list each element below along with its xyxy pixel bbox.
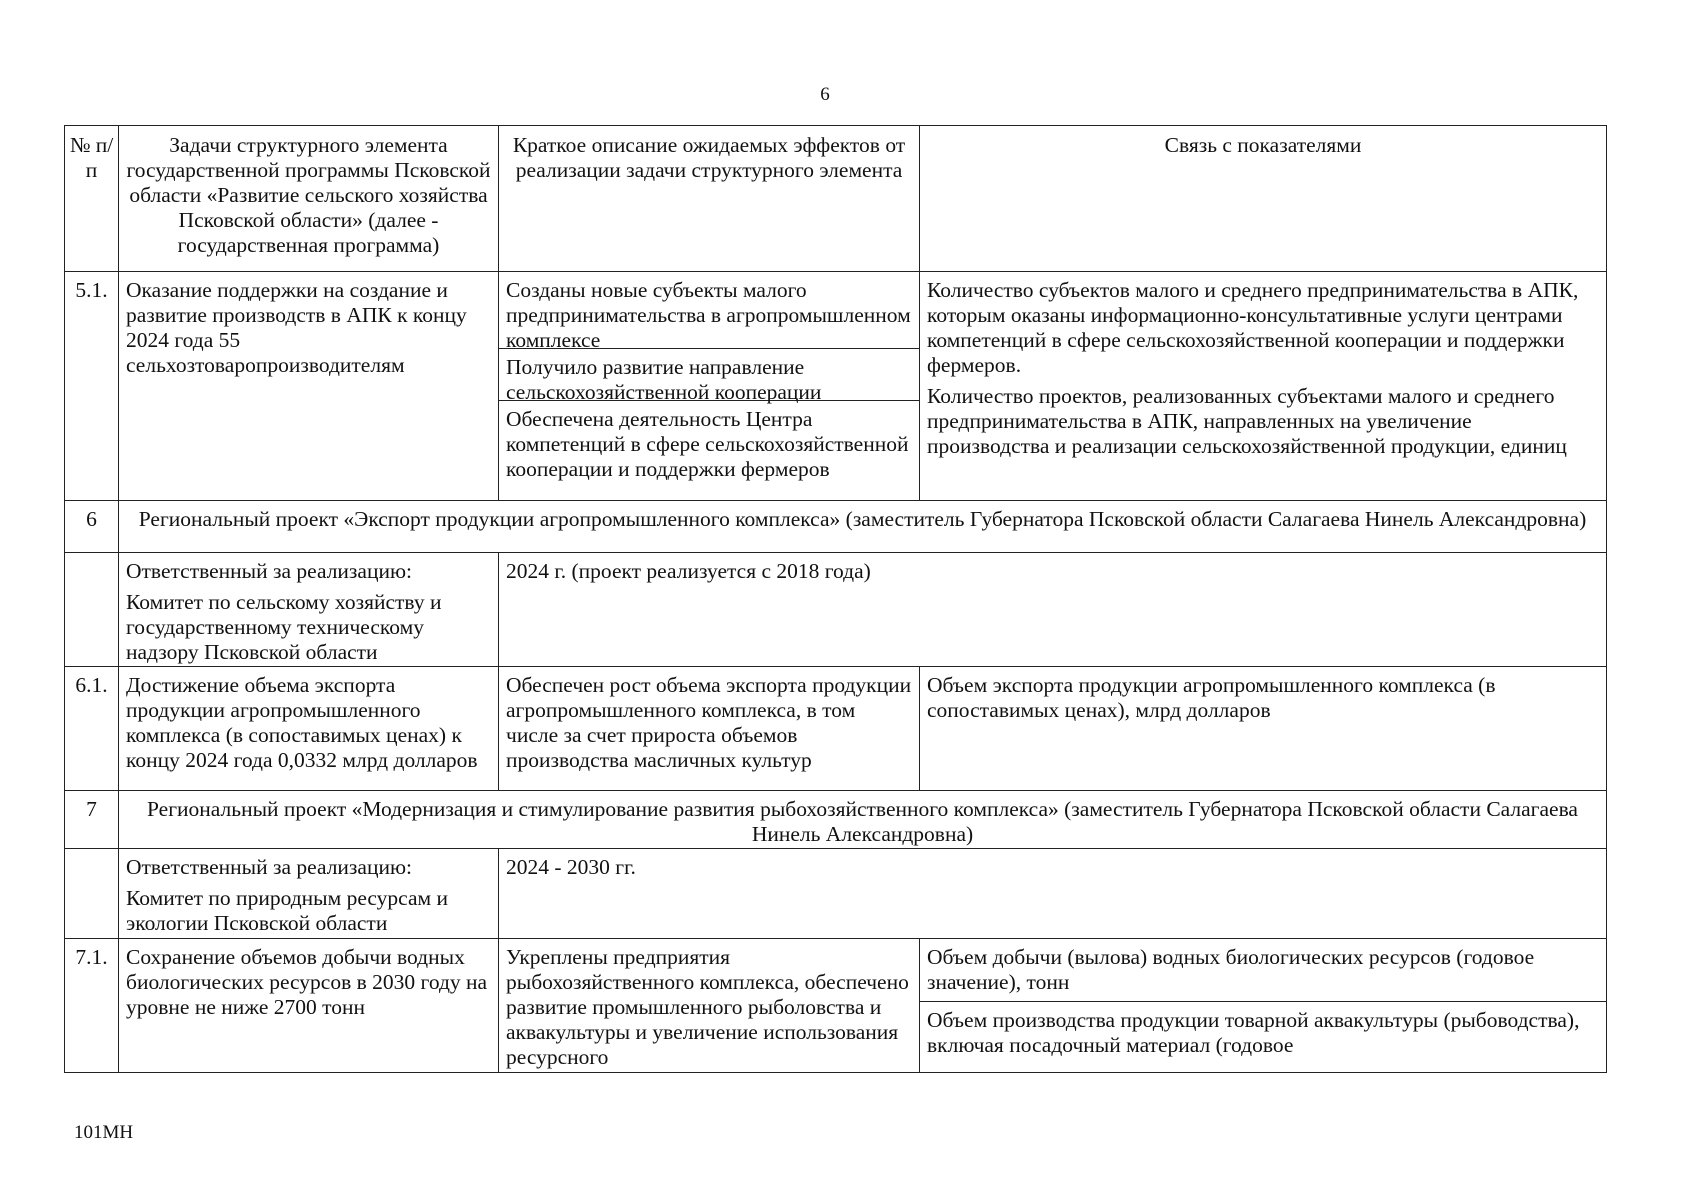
- effect-item: Обеспечена деятельность Центра компетенций в сфере сельскохозяйственной кооперации и поддержки фермеров: [506, 407, 909, 481]
- responsible-row-7: [65, 849, 1607, 939]
- indicator-item: Объем производства продукции товарной аквакультуры (рыбоводства), включая посадочный материал (годовое: [927, 1008, 1580, 1057]
- links-cell: [920, 939, 1607, 1073]
- links-cell: Объем экспорта продукции агропромышленного комплекса (в сопоставимых ценах), млрд долларов: [920, 667, 1607, 791]
- footer-code: 101МН: [74, 1122, 134, 1143]
- indicator-text: Количество субъектов малого и среднего предпринимательства в АПК, которым оказаны информационно-консультативные услуги центрами компетенций в сфере сельскохозяйственной кооперации и поддержки фермеров.: [927, 278, 1579, 377]
- effects-cell: Укреплены предприятия рыбохозяйственного комплекса, обеспечено развитие промышленного рыболовства и аквакультуры и увеличение использования ресурсного: [499, 939, 920, 1073]
- header-tasks: Задачи структурного элемента государственной программы Псковской области «Развитие сельского хозяйства Псковской области» (далее - государственная программа): [119, 126, 499, 272]
- section-row-7: [65, 791, 1607, 849]
- links-cell: [920, 272, 1607, 501]
- page-number: 6: [820, 84, 830, 105]
- table-row-7-1: [65, 939, 1607, 1073]
- effect-item: Получило развитие направление сельскохозяйственной кооперации: [499, 349, 919, 401]
- responsible-body: Комитет по природным ресурсам и экологии Псковской области: [126, 886, 448, 935]
- row-number: 5.1.: [65, 272, 119, 501]
- task-cell: Сохранение объемов добычи водных биологических ресурсов в 2030 году на уровне не ниже 2700 тонн: [119, 939, 499, 1073]
- effects-cell: [499, 272, 920, 501]
- effect-item: Созданы новые субъекты малого предпринимательства в агропромышленном комплексе: [499, 272, 919, 349]
- section-row-6: [65, 501, 1607, 553]
- task-cell: Оказание поддержки на создание и развитие производств в АПК к концу 2024 года 55 сельхозтоваропроизводителям: [119, 272, 499, 501]
- period-cell: 2024 - 2030 гг.: [499, 849, 1607, 939]
- responsible-label: Ответственный за реализацию:: [126, 559, 413, 583]
- section-number: 6: [65, 501, 119, 553]
- responsible-row-6: [65, 553, 1607, 667]
- table-row-6-1: [65, 667, 1607, 791]
- task-cell: Достижение объема экспорта продукции агропромышленного комплекса (в сопоставимых ценах) к концу 2024 года 0,0332 млрд долларов: [119, 667, 499, 791]
- program-table: [64, 125, 1607, 1073]
- responsible-label: Ответственный за реализацию:: [126, 855, 413, 879]
- section-title: Региональный проект «Экспорт продукции агропромышленного комплекса» (заместитель Губернатора Псковской области Салагаева Нинель Александровна): [119, 501, 1607, 553]
- header-effects: Краткое описание ожидаемых эффектов от реализации задачи структурного элемента: [499, 126, 920, 272]
- period-cell: 2024 г. (проект реализуется с 2018 года): [499, 553, 1607, 667]
- empty-cell: [65, 553, 119, 667]
- row-number: 7.1.: [65, 939, 119, 1073]
- table-header-row: [65, 126, 1607, 272]
- responsible-body: Комитет по сельскому хозяйству и государственному техническому надзору Псковской области: [126, 590, 442, 664]
- indicator-text: Количество проектов, реализованных субъектами малого и среднего предпринимательства в АПК, направленных на увеличение производства и реализации сельскохозяйственной продукции, единиц: [927, 384, 1567, 458]
- responsible-cell: [119, 553, 499, 667]
- indicator-item: Объем добычи (вылова) водных биологических ресурсов (годовое значение), тонн: [920, 939, 1606, 1002]
- empty-cell: [65, 849, 119, 939]
- header-num: № п/п: [65, 126, 119, 272]
- table-row-5-1: [65, 272, 1607, 501]
- row-number: 6.1.: [65, 667, 119, 791]
- responsible-cell: [119, 849, 499, 939]
- section-number: 7: [65, 791, 119, 849]
- section-title: Региональный проект «Модернизация и стимулирование развития рыбохозяйственного комплекса» (заместитель Губернатора Псковской области Салагаева Нинель Александровна): [119, 791, 1607, 849]
- effects-cell: Обеспечен рост объема экспорта продукции агропромышленного комплекса, в том числе за счет прироста объемов производства масличных культур: [499, 667, 920, 791]
- header-links: Связь с показателями: [920, 126, 1607, 272]
